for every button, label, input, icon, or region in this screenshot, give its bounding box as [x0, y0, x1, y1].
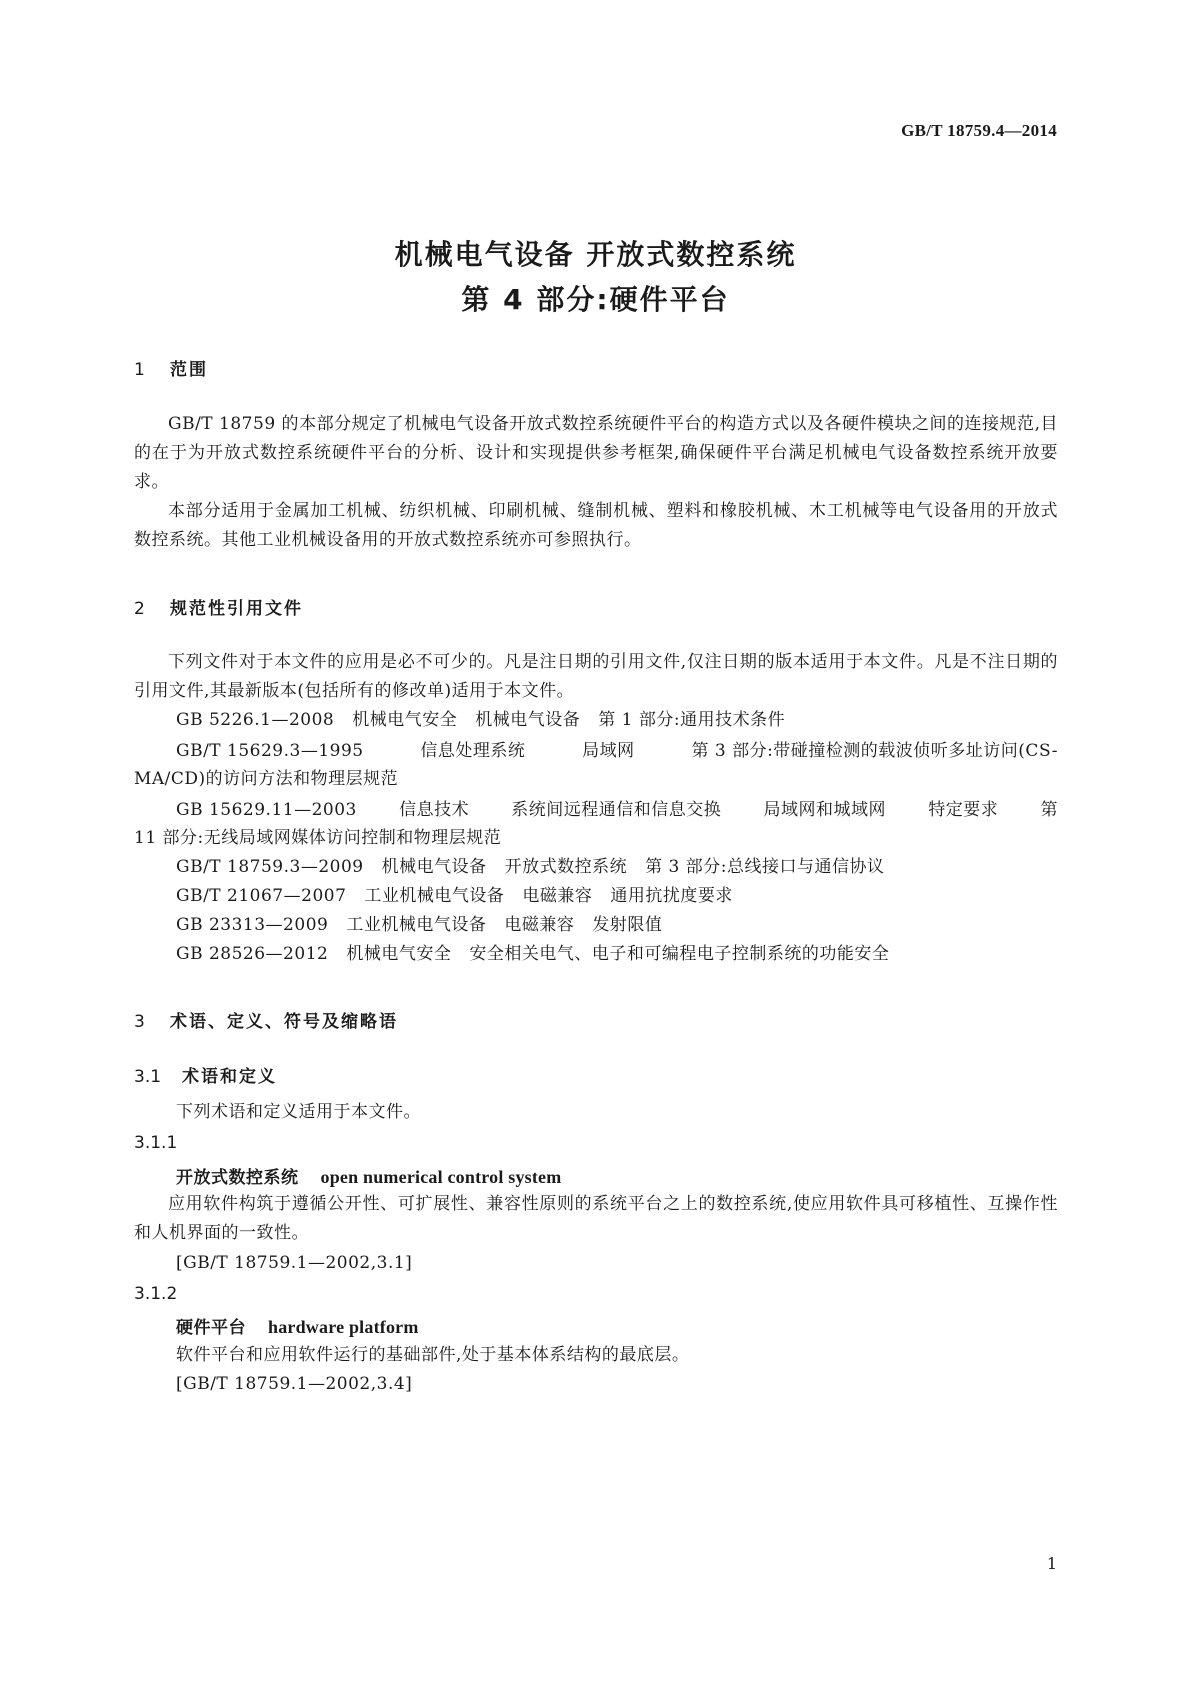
reference-code: GB/T 21067—2007 [176, 886, 347, 906]
section-2-intro [134, 648, 1058, 706]
term-source: [GB/T 18759.1—2002,3.1] [176, 1253, 413, 1273]
paragraph: 本部分适用于金属加工机械、纺织机械、印刷机械、缝制机械、塑料和橡胶机械、木工机械等电气设备用的开放式数控系统。其他工业机械设备用的开放式数控系统亦可参照执行。 [134, 501, 1058, 550]
reference-item [176, 911, 662, 940]
section-number: 3 [134, 1012, 145, 1032]
document-subtitle: 第 4 部分:硬件平台 [461, 283, 730, 316]
reference-part: 发射限值 [592, 915, 663, 935]
reference-code: GB 5226.1—2008 [176, 710, 335, 730]
document-title: 机械电气设备 开放式数控系统 [394, 238, 797, 271]
reference-code: GB 28526—2012 [176, 944, 329, 964]
reference-part: 特定要求 [928, 800, 999, 820]
section-title: 术语、定义、符号及缩略语 [170, 1012, 398, 1032]
term-source: [GB/T 18759.1—2002,3.4] [176, 1374, 413, 1394]
reference-part: 机械电气安全 [346, 944, 452, 964]
section-2-heading [134, 594, 303, 619]
section-number: 2 [134, 599, 145, 619]
reference-part: 机械电气设备 [381, 857, 487, 877]
reference-part: 电磁兼容 [504, 915, 575, 935]
term-heading [176, 1313, 419, 1338]
reference-part: 安全相关电气、电子和可编程电子控制系统的功能安全 [469, 944, 890, 964]
reference-code: GB/T 15629.3—1995 [176, 741, 364, 761]
reference-part: 局域网 [582, 741, 635, 761]
reference-part: 第 1 部分:通用技术条件 [598, 710, 786, 730]
paragraph: 应用软件构筑于遵循公开性、可扩展性、兼容性原则的系统平台之上的数控系统,使应用软件具可移植性、互操作性和人机界面的一致性。 [134, 1194, 1058, 1243]
subsection-number: 3.1 [134, 1067, 162, 1087]
reference-item [176, 737, 1058, 766]
standard-number: GB/T 18759.4—2014 [901, 121, 1057, 140]
term-definition [134, 1190, 1058, 1248]
reference-part: 信息处理系统 [420, 741, 526, 761]
reference-part: 工业机械电气设备 [364, 886, 505, 906]
reference-item [176, 853, 884, 882]
term-en: hardware platform [268, 1317, 419, 1337]
reference-part: 信息技术 [399, 800, 470, 820]
subsection-3-1-heading [134, 1062, 277, 1087]
reference-part: 通用抗扰度要求 [610, 886, 733, 906]
term-number: 3.1.1 [134, 1133, 178, 1153]
reference-part: 局域网和城域网 [763, 800, 887, 820]
subsection-intro: 下列术语和定义适用于本文件。 [176, 1102, 421, 1122]
reference-code: GB 23313—2009 [176, 915, 329, 935]
paragraph: GB/T 18759 的本部分规定了机械电气设备开放式数控系统硬件平台的构造方式以及各硬件模块之间的连接规范,目的在于为开放式数控系统硬件平台的分析、设计和实现提供参考框架,确保硬件平台满足机械电气设备数控系统开放要求。 [134, 414, 1058, 492]
subsection-title: 术语和定义 [182, 1067, 277, 1087]
reference-part: 系统间远程通信和信息交换 [511, 800, 722, 820]
section-1-heading [134, 355, 208, 380]
reference-continuation: MA/CD)的访问方法和物理层规范 [134, 769, 399, 789]
reference-code: GB 15629.11—2003 [176, 800, 357, 820]
reference-part: 第 [1040, 800, 1058, 820]
page-number: 1 [1046, 1554, 1057, 1573]
reference-continuation: 11 部分:无线局域网媒体访问控制和物理层规范 [134, 828, 502, 848]
section-title: 范围 [170, 360, 208, 380]
reference-item [176, 796, 1058, 825]
reference-item [176, 706, 785, 735]
term-definition: 软件平台和应用软件运行的基础部件,处于基本体系结构的最底层。 [176, 1345, 690, 1365]
reference-item [176, 882, 733, 911]
reference-part: 机械电气安全 [352, 710, 458, 730]
section-title: 规范性引用文件 [170, 599, 303, 619]
section-number: 1 [134, 360, 145, 380]
term-heading [176, 1163, 561, 1188]
term-number: 3.1.2 [134, 1284, 178, 1304]
term-zh: 开放式数控系统 [176, 1168, 299, 1188]
reference-part: 开放式数控系统 [504, 857, 628, 877]
section-3-heading [134, 1007, 398, 1032]
section-1-body [134, 410, 1058, 555]
term-en: open numerical control system [320, 1167, 562, 1187]
reference-part: 电磁兼容 [522, 886, 593, 906]
reference-item [176, 940, 889, 969]
term-zh: 硬件平台 [176, 1318, 246, 1338]
reference-code: GB/T 18759.3—2009 [176, 857, 364, 877]
reference-part: 工业机械电气设备 [346, 915, 487, 935]
reference-part: 第 3 部分:带碰撞检测的载波侦听多址访问(CS- [691, 741, 1058, 761]
paragraph: 下列文件对于本文件的应用是必不可少的。凡是注日期的引用文件,仅注日期的版本适用于本文件。凡是不注日期的引用文件,其最新版本(包括所有的修改单)适用于本文件。 [134, 652, 1058, 701]
reference-part: 第 3 部分:总线接口与通信协议 [645, 857, 885, 877]
reference-part: 机械电气设备 [475, 710, 581, 730]
